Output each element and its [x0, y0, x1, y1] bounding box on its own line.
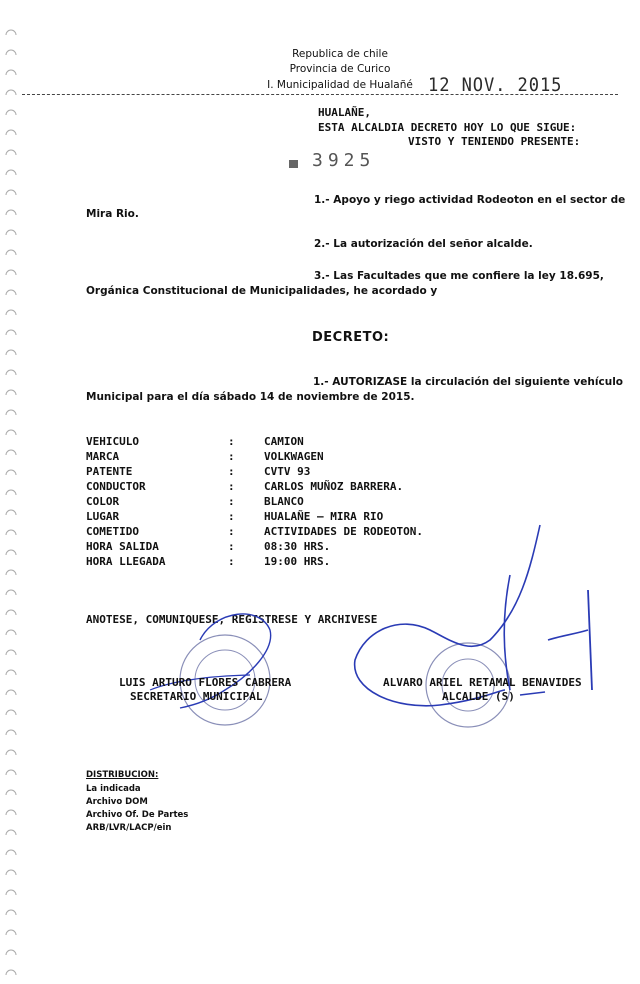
distribution-item: Archivo DOM — [86, 797, 148, 807]
vehicle-field-value: 19:00 HRS. — [264, 555, 331, 568]
consideration-1a: 1.- Apoyo y riego actividad Rodeoton en el sector de — [314, 194, 626, 206]
header-municipality: I. Municipalidad de Hualañé — [267, 79, 413, 91]
vehicle-field-label: MARCA — [86, 450, 120, 463]
vehicle-field-separator: : — [228, 435, 235, 448]
mayor-title: ALCALDE (S) — [442, 690, 515, 703]
consideration-1b: Mira Rio. — [86, 208, 139, 220]
vehicle-field-separator: : — [228, 510, 235, 523]
vehicle-field-separator: : — [228, 495, 235, 508]
consideration-2: 2.- La autorización del señor alcalde. — [314, 238, 533, 250]
vehicle-field-value: ACTIVIDADES DE RODEOTON. — [264, 525, 423, 538]
secretary-name: LUIS ARTURO FLORES CABRERA — [119, 676, 292, 689]
place-label: HUALAÑE, — [318, 106, 371, 119]
closing-line: ANOTESE, COMUNIQUESE, REGISTRESE Y ARCHIVESE — [86, 613, 378, 626]
vehicle-field-label: HORA SALIDA — [86, 540, 159, 553]
vehicle-field-value: HUALAÑE – MIRA RIO — [264, 510, 384, 523]
vehicle-field-value: VOLKWAGEN — [264, 450, 324, 463]
date-stamp: 12 NOV. 2015 — [428, 74, 563, 96]
vehicle-field-label: CONDUCTOR — [86, 480, 146, 493]
vehicle-field-value: CVTV 93 — [264, 465, 311, 478]
vehicle-field-label: PATENTE — [86, 465, 133, 478]
vehicle-field-label: VEHICULO — [86, 435, 139, 448]
decree-number: 3925 — [312, 150, 376, 171]
consideration-3a: 3.- Las Facultades que me confiere la ley 18.695, — [314, 270, 604, 282]
header-province: Provincia de Curico — [289, 63, 391, 75]
vehicle-field-separator: : — [228, 450, 235, 463]
decreto-item-1b: Municipal para el día sábado 14 de noviembre de 2015. — [86, 391, 415, 403]
vehicle-field-label: LUGAR — [86, 510, 120, 523]
vehicle-field-value: CAMION — [264, 435, 304, 448]
vehicle-field-label: COLOR — [86, 495, 120, 508]
distribution-item: ARB/LVR/LACP/ein — [86, 823, 172, 833]
visto-line: VISTO Y TENIENDO PRESENTE: — [408, 135, 581, 148]
mayor-name: ALVARO ARIEL RETAMAL BENAVIDES — [383, 676, 582, 689]
secretary-title: SECRETARIO MUNICIPAL — [130, 690, 263, 703]
vehicle-field-value: CARLOS MUÑOZ BARRERA. — [264, 480, 404, 493]
decreto-item-1a: 1.- AUTORIZASE la circulación del siguiente vehículo — [313, 376, 624, 388]
vehicle-field-separator: : — [228, 555, 235, 568]
vehicle-field-separator: : — [228, 525, 235, 538]
header-country: Republica de chile — [292, 48, 388, 60]
decree-line: ESTA ALCALDIA DECRETO HOY LO QUE SIGUE: — [318, 121, 577, 134]
vehicle-field-value: BLANCO — [264, 495, 304, 508]
vehicle-field-value: 08:30 HRS. — [264, 540, 331, 553]
vehicle-field-label: HORA LLEGADA — [86, 555, 166, 568]
distribution-item: La indicada — [86, 784, 141, 794]
vehicle-field-separator: : — [228, 465, 235, 478]
consideration-3b: Orgánica Constitucional de Municipalidades, he acordado y — [86, 285, 438, 297]
vehicle-field-label: COMETIDO — [86, 525, 139, 538]
distribution-title: DISTRIBUCION: — [86, 770, 159, 780]
vehicle-field-separator: : — [228, 480, 235, 493]
decreto-title: DECRETO: — [312, 330, 390, 345]
distribution-item: Archivo Of. De Partes — [86, 810, 189, 820]
vehicle-field-separator: : — [228, 540, 235, 553]
